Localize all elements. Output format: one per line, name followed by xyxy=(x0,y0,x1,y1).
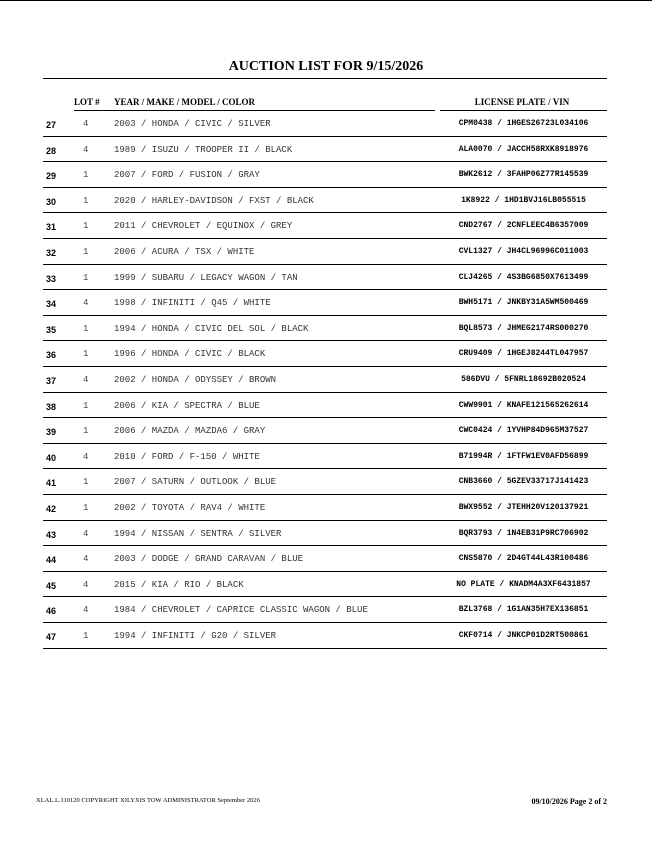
lot-number: 1 xyxy=(83,221,89,232)
table-row xyxy=(43,316,607,342)
vehicle-description: 2003 / DODGE / GRAND CARAVAN / BLUE xyxy=(114,554,304,565)
table-row xyxy=(43,546,607,572)
vehicle-description: 2015 / KIA / RIO / BLACK xyxy=(114,579,244,590)
table-row xyxy=(43,393,607,419)
vehicle-description: 1984 / CHEVROLET / CAPRICE CLASSIC WAGON / BLUE xyxy=(114,605,368,616)
lot-number: 1 xyxy=(83,170,89,181)
vehicle-description: 2007 / SATURN / OUTLOOK / BLUE xyxy=(114,477,277,488)
vehicle-description: 2002 / TOYOTA / RAV4 / WHITE xyxy=(114,503,266,513)
lot-number: 4 xyxy=(83,375,89,385)
table-row xyxy=(43,469,607,495)
row-number: 36 xyxy=(46,350,57,361)
license-plate-vin: BZL3768 / 1G1AN35H7EX136851 xyxy=(458,605,589,615)
row-number: 30 xyxy=(46,196,57,207)
license-plate-vin: CKF0714 / JNKCP01D2RT500861 xyxy=(458,631,589,640)
row-number: 45 xyxy=(46,580,57,591)
table-row xyxy=(43,111,607,137)
table-row xyxy=(43,495,607,521)
row-number: 35 xyxy=(46,324,57,335)
table-row xyxy=(43,290,607,316)
lot-number: 4 xyxy=(83,554,89,565)
top-border xyxy=(0,0,652,1)
vehicle-description: 1994 / NISSAN / SENTRA / SILVER xyxy=(114,528,282,539)
row-divider xyxy=(43,648,607,649)
license-plate-vin: CWC0424 / 1YVHP84D965M37527 xyxy=(458,426,589,436)
vehicle-description: 2002 / HONDA / ODYSSEY / BROWN xyxy=(114,375,277,385)
license-plate-vin: CRU9409 / 1HGEJ8244TL047957 xyxy=(458,349,589,359)
lot-number: 4 xyxy=(83,579,89,590)
vehicle-description: 2006 / KIA / SPECTRA / BLUE xyxy=(114,400,260,411)
row-number: 38 xyxy=(46,401,57,412)
column-header-lot: LOT # xyxy=(74,97,100,107)
row-number: 40 xyxy=(46,452,57,463)
license-plate-vin: CPM0438 / 1HGES26723L034106 xyxy=(458,119,589,128)
license-plate-vin: BWK2612 / 3FAHP06Z77R145539 xyxy=(458,170,589,180)
row-number: 29 xyxy=(46,171,57,182)
license-plate-vin: CLJ4265 / 4S3BG6850X7613499 xyxy=(458,272,589,282)
license-plate-vin: BWH5171 / JNKBY31A5WM500469 xyxy=(458,298,589,308)
vehicle-description: 2003 / HONDA / CIVIC / SILVER xyxy=(114,119,271,129)
page-title: AUCTION LIST FOR 9/15/2026 xyxy=(228,59,424,74)
vehicle-description: 1996 / HONDA / CIVIC / BLACK xyxy=(114,349,266,360)
vehicle-description: 2011 / CHEVROLET / EQUINOX / GREY xyxy=(114,221,293,232)
lot-number: 4 xyxy=(83,298,89,309)
table-row xyxy=(43,418,607,444)
lot-number: 4 xyxy=(83,528,89,539)
lot-number: 1 xyxy=(83,247,89,257)
vehicle-description: 2007 / FORD / FUSION / GRAY xyxy=(114,170,260,181)
table-row xyxy=(43,239,607,265)
vehicle-description: 1994 / HONDA / CIVIC DEL SOL / BLACK xyxy=(114,323,309,334)
row-number: 41 xyxy=(46,478,57,489)
footer-copyright: XLAL.L.110120 COPYRIGHT XILYXIS TOW ADMINISTRATOR September 2026 xyxy=(36,797,260,804)
row-number: 32 xyxy=(46,248,57,258)
lot-number: 4 xyxy=(83,144,89,155)
table-row xyxy=(43,213,607,239)
license-plate-vin: NO PLATE / KNADM4A3XF6431857 xyxy=(456,579,591,589)
license-plate-vin: BQL8573 / JHMEG2174RS000270 xyxy=(458,323,589,333)
row-number: 43 xyxy=(46,529,57,540)
table-row xyxy=(43,265,607,291)
table-row xyxy=(43,188,607,214)
row-number: 37 xyxy=(46,376,57,386)
lot-number: 1 xyxy=(83,503,89,513)
lot-number: 1 xyxy=(83,272,89,283)
title-divider xyxy=(43,78,607,79)
row-number: 47 xyxy=(46,632,57,642)
license-plate-vin: 1K8922 / 1HD1BVJ16LB055515 xyxy=(461,195,586,205)
lot-number: 4 xyxy=(83,605,89,616)
vehicle-description: 1989 / ISUZU / TROOPER II / BLACK xyxy=(114,144,293,155)
vehicle-description: 2020 / HARLEY-DAVIDSON / FXST / BLACK xyxy=(114,195,314,206)
lot-number: 4 xyxy=(83,451,89,462)
lot-number: 1 xyxy=(83,477,89,488)
license-plate-vin: BQR3793 / 1N4EB31P9RC706902 xyxy=(458,528,589,538)
table-row xyxy=(43,623,607,649)
table-row xyxy=(43,137,607,163)
vehicle-description: 2006 / MAZDA / MAZDA6 / GRAY xyxy=(114,426,266,437)
column-header-license-plate-vin: LICENSE PLATE / VIN xyxy=(474,97,570,107)
row-number: 28 xyxy=(46,145,57,156)
footer-page-info: 09/10/2026 Page 2 of 2 xyxy=(531,797,607,806)
vehicle-description: 1998 / INFINITI / Q45 / WHITE xyxy=(114,298,271,309)
lot-number: 1 xyxy=(83,349,89,360)
vehicle-description: 1999 / SUBARU / LEGACY WAGON / TAN xyxy=(114,272,298,283)
table-row xyxy=(43,572,607,598)
row-number: 27 xyxy=(46,120,57,130)
table-row xyxy=(43,521,607,547)
license-plate-vin: BWX9552 / JTEHH20V120137921 xyxy=(458,503,589,512)
row-number: 46 xyxy=(46,606,57,617)
table-row xyxy=(43,162,607,188)
row-number: 42 xyxy=(46,504,57,514)
license-plate-vin: CND2767 / 2CNFLEEC4B6357009 xyxy=(458,221,589,231)
row-number: 44 xyxy=(46,555,57,566)
vehicle-description: 2010 / FORD / F-150 / WHITE xyxy=(114,451,260,462)
table-row xyxy=(43,444,607,470)
table-row xyxy=(43,341,607,367)
table-row xyxy=(43,597,607,623)
lot-number: 1 xyxy=(83,631,89,641)
row-number: 33 xyxy=(46,273,57,284)
lot-number: 1 xyxy=(83,426,89,437)
license-plate-vin: 586DVU / 5FNRL18692B020524 xyxy=(461,375,586,384)
license-plate-vin: ALA0070 / JACCH58RXK8918976 xyxy=(458,144,589,154)
lot-number: 1 xyxy=(83,195,89,206)
row-number: 34 xyxy=(46,299,57,310)
lot-number: 1 xyxy=(83,323,89,334)
license-plate-vin: B71994R / 1FTFW1EV0AFD56899 xyxy=(458,451,589,461)
license-plate-vin: CNS5870 / 2D4GT44L43R100486 xyxy=(458,554,589,564)
vehicle-description: 1994 / INFINITI / G20 / SILVER xyxy=(114,631,277,641)
lot-number: 1 xyxy=(83,400,89,411)
license-plate-vin: CVL1327 / JH4CL96996C011003 xyxy=(458,247,589,256)
row-number: 39 xyxy=(46,427,57,438)
table-row xyxy=(43,367,607,393)
license-plate-vin: CWW9901 / KNAFE121565262614 xyxy=(458,400,589,410)
column-header-year-make-model-color: YEAR / MAKE / MODEL / COLOR xyxy=(114,97,256,107)
vehicle-description: 2006 / ACURA / TSX / WHITE xyxy=(114,247,255,257)
lot-number: 4 xyxy=(83,119,89,129)
row-number: 31 xyxy=(46,222,57,233)
license-plate-vin: CNB3660 / 5GZEV33717J141423 xyxy=(458,477,589,487)
